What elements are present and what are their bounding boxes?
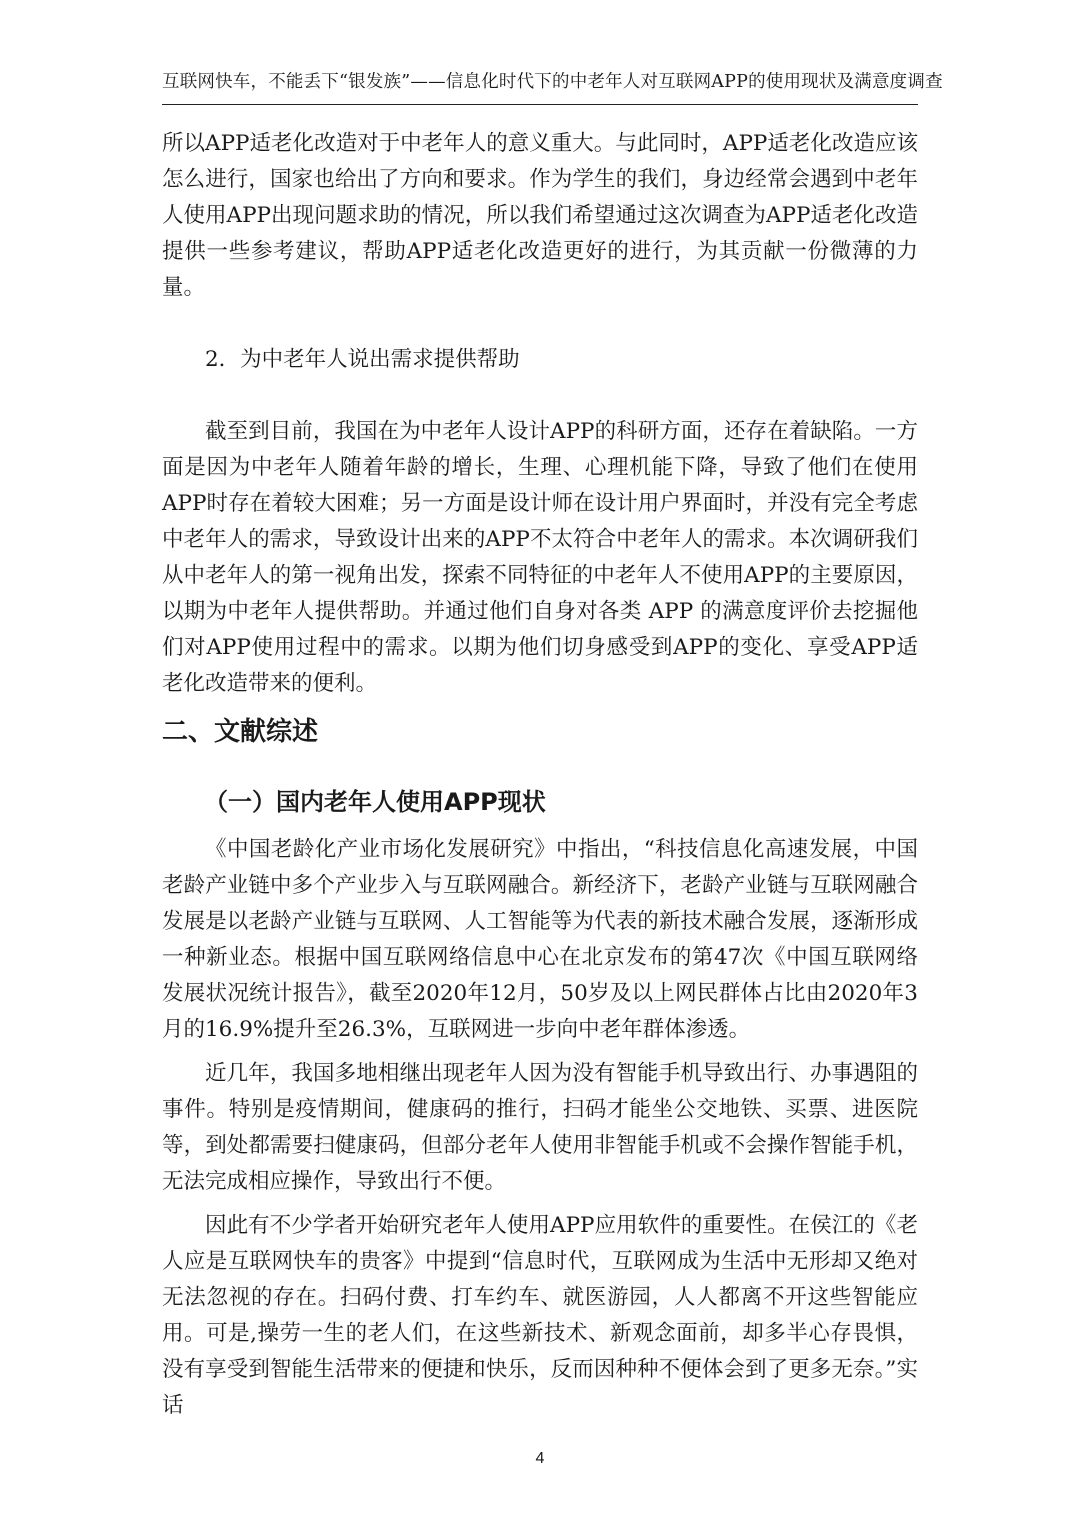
subsection-heading-domestic-status: （一）国内老年人使用APP现状 — [204, 788, 546, 816]
document-body — [162, 126, 918, 1424]
header-divider — [162, 104, 918, 105]
paragraph-scholar-research: 因此有不少学者开始研究老年人使用APP应用软件的重要性。在侯江的《老人应是互联网快车的贵客》中提到“信息时代，互联网成为生活中无形却又绝对无法忽视的存在。扫码付费、打车约车、就医游园，人人都离不开这些智能应用。可是,操劳一生的老人们，在这些新技术、新观念面前，却多半心存畏惧，没有享受到智能生活带来的便捷和快乐，反而因种种不便体会到了更多无奈。”实话 — [162, 1213, 918, 1418]
running-header: 互联网快车，不能丢下“银发族”——信息化时代下的中老年人对互联网APP的使用现状及满意度调查 — [162, 72, 943, 92]
paragraph-health-code: 近几年，我国多地相继出现老年人因为没有智能手机导致出行、办事遇阻的事件。特别是疫情期间，健康码的推行，扫码才能坐公交地铁、买票、进医院等，到处都需要扫健康码，但部分老年人使用非智能手机或不会操作智能手机，无法完成相应操作，导致出行不便。 — [162, 1061, 918, 1194]
paragraph-research-gap: 截至到目前，我国在为中老年人设计APP的科研方面，还存在着缺陷。一方面是因为中老年人随着年龄的增长，生理、心理机能下降，导致了他们在使用APP时存在着较大困难；另一方面是设计师在设计用户界面时，并没有完全考虑中老年人的需求，导致设计出来的APP不太符合中老年人的需求。本次调研我们从中老年人的第一视角出发，探索不同特征的中老年人不使用APP的主要原因，以期为中老年人提供帮助。并通过他们自身对各类 APP 的满意度评价去挖掘他们对APP使用过程中的需求。以期为他们切身感受到APP的变化、享受APP适老化改造带来的便利。 — [162, 419, 918, 696]
paragraph-app-aging-significance: 所以APP适老化改造对于中老年人的意义重大。与此同时，APP适老化改造应该怎么进行，国家也给出了方向和要求。作为学生的我们，身边经常会遇到中老年人使用APP出现问题求助的情况，所以我们希望通过这次调查为APP适老化改造提供一些参考建议，帮助APP适老化改造更好的进行，为其贡献一份微薄的力量。 — [162, 131, 918, 300]
section-heading-literature-review: 二、文献综述 — [162, 717, 319, 747]
page-number: 4 — [535, 1450, 545, 1467]
subheading-needs-assistance: 2．为中老年人说出需求提供帮助 — [205, 347, 520, 372]
paragraph-industry-report: 《中国老龄化产业市场化发展研究》中指出，“科技信息化高速发展，中国老龄产业链中多个产业步入与互联网融合。新经济下，老龄产业链与互联网融合发展是以老龄产业链与互联网、人工智能等为代表的新技术融合发展，逐渐形成一种新业态。根据中国互联网络信息中心在北京发布的第47次《中国互联网络发展状况统计报告》，截至2020年12月，50岁及以上网民群体占比由2020年3月的16.9%提升至26.3%，互联网进一步向中老年群体渗透。 — [162, 837, 918, 1042]
